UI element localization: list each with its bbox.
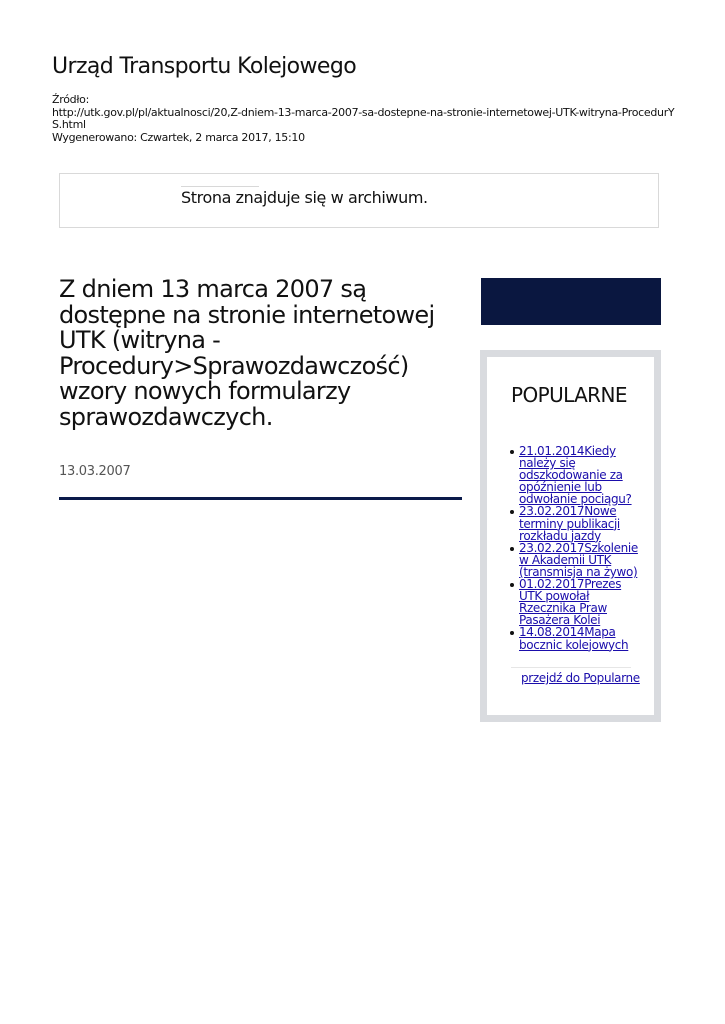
popular-link[interactable]: 23.02.2017Szkolenie w Akademii UTK (transmisja na żywo) bbox=[519, 540, 638, 579]
list-item bbox=[519, 578, 639, 626]
popular-link[interactable]: 01.02.2017Prezes UTK powołał Rzecznika Praw Pasażera Kolei bbox=[519, 577, 622, 628]
site-title: Urząd Transportu Kolejowego bbox=[52, 54, 357, 79]
generated-date: Wygenerowano: Czwartek, 2 marca 2017, 15:10 bbox=[52, 130, 305, 144]
archive-divider bbox=[181, 186, 259, 187]
list-item bbox=[519, 542, 639, 578]
source-label: Źródło: bbox=[52, 93, 89, 106]
popular-list bbox=[519, 445, 639, 651]
more-divider bbox=[511, 667, 631, 668]
article-divider bbox=[59, 497, 462, 500]
list-item bbox=[519, 505, 639, 541]
archive-notice: Strona znajduje się w archiwum. bbox=[181, 188, 428, 207]
popular-link[interactable]: 14.08.2014Mapa bocznic kolejowych bbox=[519, 625, 629, 652]
popular-link[interactable]: 23.02.2017Nowe terminy publikacji rozkładu jazdy bbox=[519, 504, 620, 543]
article-title: Z dniem 13 marca 2007 są dostępne na stronie internetowej UTK (witryna - Procedury>Sprawozdawczość) wzory nowych formularzy sprawozdawczych. bbox=[59, 275, 435, 431]
popular-link[interactable]: 21.01.2014Kiedy należy się odszkodowanie za opóźnienie lub odwołanie pociągu? bbox=[519, 444, 632, 507]
archive-notice-box bbox=[59, 173, 659, 228]
more-popular-link[interactable]: przejdź do Popularne bbox=[521, 671, 640, 685]
article-date: 13.03.2007 bbox=[59, 464, 131, 479]
list-item bbox=[519, 626, 639, 650]
popular-heading: POPULARNE bbox=[511, 383, 627, 407]
list-item bbox=[519, 445, 639, 505]
popular-panel bbox=[480, 350, 661, 722]
source-meta bbox=[52, 94, 677, 144]
source-url: http://utk.gov.pl/pl/aktualnosci/20,Z-dniem-13-marca-2007-sa-dostepne-na-stronie-internetowej-UTK-witryna-ProcedurYS.html bbox=[52, 105, 675, 131]
sidebar-banner bbox=[481, 278, 661, 325]
